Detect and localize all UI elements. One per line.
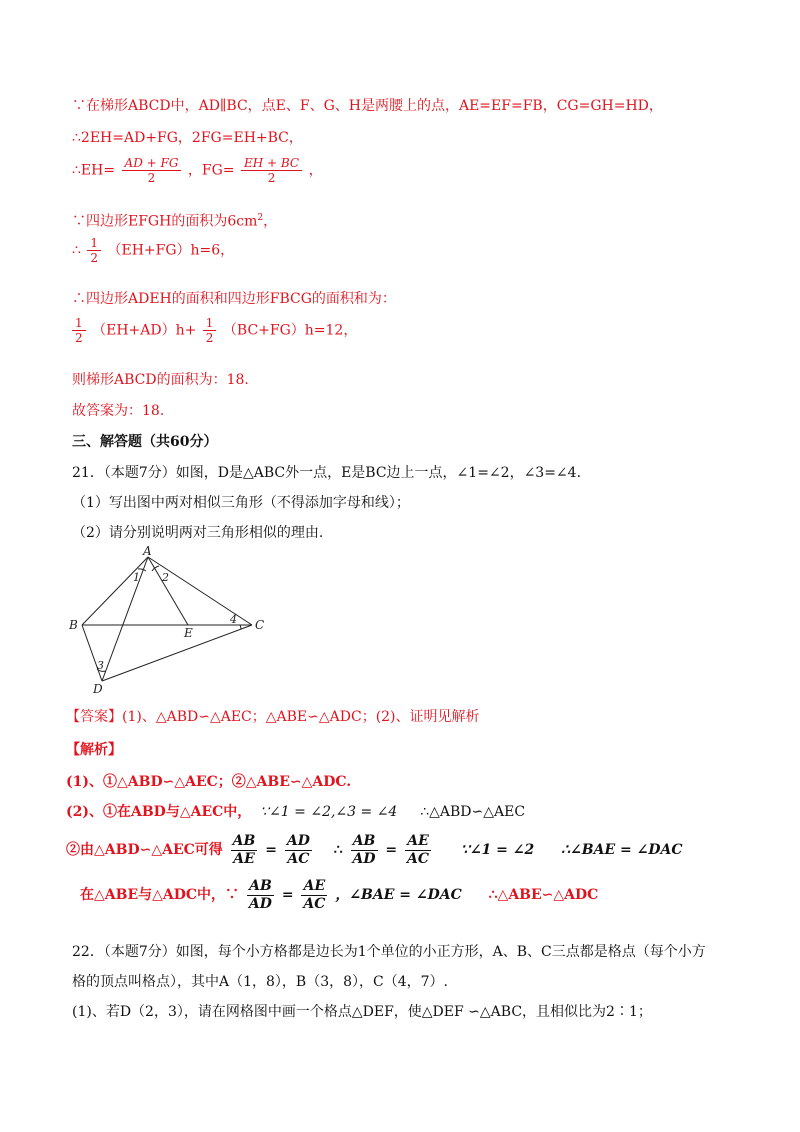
solution-line-9: 故答案为：18. xyxy=(72,403,165,419)
denominator: 2 xyxy=(205,331,214,345)
numerator: 1 xyxy=(75,316,83,330)
fraction-half xyxy=(72,316,86,345)
equals: = xyxy=(281,887,294,903)
denominator: 2 xyxy=(90,251,99,265)
q21-analysis-4 xyxy=(80,877,598,913)
denominator: AC xyxy=(407,850,430,867)
math-expression: ∴∠BAE = ∠DAC xyxy=(561,842,683,858)
solution-line-4 xyxy=(72,209,277,231)
numerator: AB xyxy=(249,877,272,894)
fraction-ab-ad xyxy=(247,878,274,913)
denominator: AD xyxy=(352,850,376,867)
segment-ab xyxy=(82,557,148,625)
fraction-ae-ac xyxy=(301,878,327,913)
numerator: AE xyxy=(303,877,326,894)
q22-stem-1: 22．（本题7分）如图，每个小方格都是边长为1个单位的小正方形，A、B、C三点都是格点（每个小方 xyxy=(72,944,706,960)
numerator: 1 xyxy=(205,316,214,330)
label-a: A xyxy=(143,545,152,558)
solution-line-8: 则梯形ABCD的面积为：18. xyxy=(72,372,249,388)
segment-bd xyxy=(82,625,102,681)
fraction-ad-ac xyxy=(285,833,312,868)
denominator: AD xyxy=(248,895,272,912)
solution-line-6: ∴四边形ADEH的面积和四边形FBCG的面积和为： xyxy=(72,291,396,307)
numerator: AB xyxy=(352,832,376,849)
label-angle-1: 1 xyxy=(133,571,140,584)
text: ， xyxy=(263,213,278,230)
q21-part1: （1）写出图中两对相似三角形（不得添加字母和线）； xyxy=(72,495,410,511)
q22-stem-2: 格的顶点叫格点），其中A（1，8），B（3，8），C（4，7）. xyxy=(72,974,449,990)
q21-stem: 21．（本题7分）如图，D是△ABC外一点，E是BC边上一点，∠1=∠2，∠3=∠4. xyxy=(72,465,582,481)
math-expression: ，∠BAE = ∠DAC xyxy=(335,887,462,903)
denominator: AE xyxy=(233,850,255,867)
label-angle-2: 2 xyxy=(162,571,169,584)
numerator: AE xyxy=(407,832,429,849)
angle-arc-4 xyxy=(240,625,241,629)
solution-line-5 xyxy=(72,236,234,265)
solution-line-7 xyxy=(70,316,357,345)
text: （EH+AD）h+ xyxy=(92,322,197,339)
segment-dc xyxy=(102,625,252,681)
label-b: B xyxy=(69,618,78,632)
label-c: C xyxy=(255,618,265,632)
denominator: AC xyxy=(303,895,326,912)
numerator: AD + FG xyxy=(124,156,179,170)
fraction-ad-fg xyxy=(122,156,182,185)
text: ∴ xyxy=(72,242,81,259)
solution-line-2: ∴2EH=AD+FG，2FG=EH+BC， xyxy=(72,130,303,146)
fraction-eh-bc xyxy=(241,156,302,185)
solution-line-1: ∵在梯形ABCD中，AD∥BC，点E、F、G、H是两腰上的点，AE=EF=FB，CG=GH=HD， xyxy=(72,98,663,114)
segment-ad xyxy=(102,557,148,681)
q21-analysis-2 xyxy=(66,803,525,821)
math-expression: ∵∠1 = ∠2,∠3 = ∠4 xyxy=(260,804,398,820)
math-expression: ∵∠1 = ∠2 xyxy=(460,842,535,858)
numerator: 1 xyxy=(90,236,99,250)
label-d: D xyxy=(93,682,103,695)
fraction-ae-ac xyxy=(405,833,431,868)
numerator: AB xyxy=(232,832,256,849)
text: ∵四边形EFGH的面积为6cm xyxy=(72,213,258,230)
denominator: 2 xyxy=(147,171,156,185)
q21-geometry-figure xyxy=(68,545,273,695)
fraction-half xyxy=(87,236,101,265)
equals: = xyxy=(385,842,398,858)
text: ②由△ABD∽△AEC可得 xyxy=(66,842,223,858)
text: ∴△ABE∽△ADC xyxy=(488,887,599,903)
denominator: 2 xyxy=(75,331,83,345)
text: （EH+FG）h=6， xyxy=(107,242,235,259)
text: ∴△ABD∽△AEC xyxy=(420,804,526,820)
label-angle-3: 3 xyxy=(97,659,104,672)
label-e: E xyxy=(184,626,193,640)
text: ∴EH= xyxy=(72,162,116,179)
text: ，FG= xyxy=(187,162,235,179)
fraction-ab-ad xyxy=(351,833,378,868)
text: （BC+FG）h=12， xyxy=(222,322,358,339)
section-heading: 三、解答题（共60分） xyxy=(72,434,218,450)
fraction-half xyxy=(203,316,217,345)
therefore: ∴ xyxy=(333,842,343,858)
q21-answer: 【答案】(1)、△ABD∽△AEC；△ABE∽△ADC；(2)、证明见解析 xyxy=(66,709,480,725)
q21-part2: （2）请分别说明两对三角形相似的理由. xyxy=(72,525,324,541)
q21-analysis-1: (1)、①△ABD∽△AEC；②△ABE∽△ADC. xyxy=(66,774,352,790)
superscript: 2 xyxy=(257,213,264,223)
segment-ae xyxy=(148,557,188,625)
label-angle-4: 4 xyxy=(230,613,237,626)
q21-analysis-3 xyxy=(66,832,683,868)
denominator: AC xyxy=(287,850,310,867)
denominator: 2 xyxy=(267,171,276,185)
numerator: AD xyxy=(286,832,310,849)
numerator: EH + BC xyxy=(243,156,300,170)
text: 在△ABE与△ADC中，∵ xyxy=(80,887,240,903)
fraction-ab-ae xyxy=(231,833,258,868)
solution-line-3 xyxy=(72,156,323,185)
text: (2)、①在ABD与△AEC中， xyxy=(66,804,252,820)
q22-part1: (1)、若D（2，3），请在网格图中画一个格点△DEF，使△DEF ∽△ABC，且相似比为2∶1； xyxy=(72,1004,652,1020)
q21-analysis-label: 【解析】 xyxy=(66,742,122,758)
text: ， xyxy=(308,162,323,179)
equals: = xyxy=(265,842,277,858)
